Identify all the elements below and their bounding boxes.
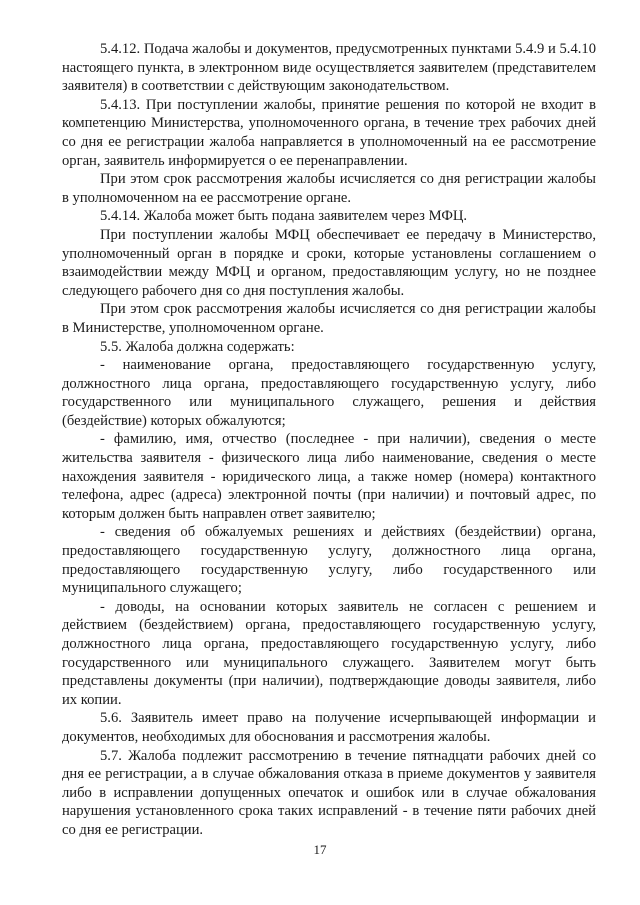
paragraph-5-4-14-mfc: При поступлении жалобы МФЦ обеспечивает ее передачу в Министерство, уполномоченный орган в порядке и сроки, которые установлены соглашением о взаимодействии между МФЦ и органом, предоставляющим услугу, но не позднее следующего рабочего дня со дня поступления жалобы. xyxy=(62,226,596,299)
paragraph-5-4-14: 5.4.14. Жалоба может быть подана заявителем через МФЦ. xyxy=(100,208,468,225)
page-number: 17 xyxy=(313,842,327,857)
document-page xyxy=(62,40,596,840)
paragraph-5-7: 5.7. Жалоба подлежит рассмотрению в течение пятнадцати рабочих дней со дня ее регистрации, а в случае обжалования отказа в приеме документов у заявителя либо в исправлении допущенных опечаток и ошибок или в случае обжалования нарушения установленного срока таких исправлений - в течение пяти рабочих дней со дня ее регистрации. xyxy=(62,747,596,838)
paragraph-5-5: 5.5. Жалоба должна содержать: xyxy=(100,338,295,355)
paragraph-5-4-13-term: При этом срок рассмотрения жалобы исчисляется со дня регистрации жалобы в уполномоченном на ее рассмотрение органе. xyxy=(62,171,596,206)
paragraph-5-4-14-term: При этом срок рассмотрения жалобы исчисляется со дня регистрации жалобы в Министерстве, уполномоченном органе. xyxy=(62,301,596,336)
paragraph-5-4-12: 5.4.12. Подача жалобы и документов, предусмотренных пунктами 5.4.9 и 5.4.10 настоящего пункта, в электронном виде осуществляется заявителем (представителем заявителя) в соответствии с действующим законодательством. xyxy=(62,41,596,95)
list-item-decisions: - сведения об обжалуемых решениях и действиях (бездействии) органа, предоставляющего государственную услугу, должностного лица органа, предоставляющего государственную услугу, либо государственного или муниципального служащего; xyxy=(62,524,596,597)
list-item-applicant-info: - фамилию, имя, отчество (последнее - при наличии), сведения о месте жительства заявителя - физического лица либо наименование, сведения о месте нахождения заявителя - юридического лица, а также номер (номера) контактного телефона, адрес (адреса) электронной почты (при наличии) и почтовый адрес, по которым должен быть направлен ответ заявителю; xyxy=(62,431,596,522)
paragraph-5-6: 5.6. Заявитель имеет право на получение исчерпывающей информации и документов, необходимых для обоснования и рассмотрения жалобы. xyxy=(62,710,596,745)
paragraph-5-4-13: 5.4.13. При поступлении жалобы, принятие решения по которой не входит в компетенцию Министерства, уполномоченного органа, в течение трех рабочих дней со дня ее регистрации жалоба направляется в уполномоченный на ее рассмотрение орган, заявитель информируется о ее перенаправлении. xyxy=(62,96,596,169)
list-item-arguments: - доводы, на основании которых заявитель не согласен с решением и действием (бездействием) органа, предоставляющего государственную услугу, должностного лица органа, предоставляющего государственную услугу, либо государственного или муниципального служащего. Заявителем могут быть представлены документы (при наличии), подтверждающие доводы заявителя, либо их копии. xyxy=(62,598,596,708)
list-item-authority: - наименование органа, предоставляющего государственную услугу, должностного лица органа, предоставляющего государственную услугу, либо государственного или муниципального служащего, решения и действия (бездействие) которых обжалуются; xyxy=(62,357,596,429)
